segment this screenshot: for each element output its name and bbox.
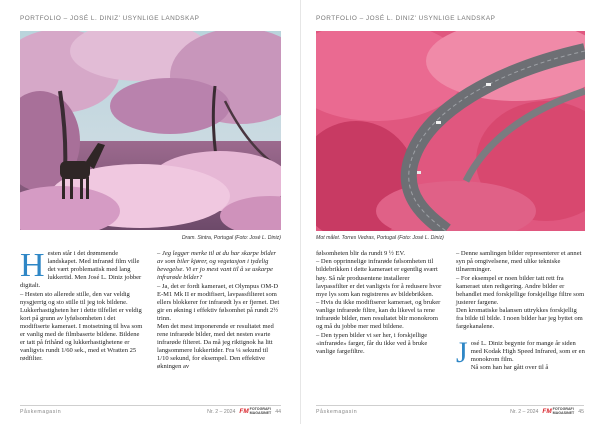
article-column-1	[316, 250, 442, 356]
footer-section: Påskemagasin	[316, 409, 358, 415]
page-number: 44	[275, 408, 281, 415]
body-paragraph: – Hesten sto allerede stille, den var veldig nysgjerrig og sto stille til jeg tok bildene. Lukkerhastigheten her i dette tilfellet er veldig kort på grunn av lyfølsomheten i det modifiserte kameraet. I motsetning til hva som er vanlig med de filmbaserte bildene. Bildene er tatt på frihånd og lukkerhastighetene er vanligvis rundt 1/60 sek., med et Wratten 25 rødfilter.	[20, 290, 143, 362]
article-column-2	[456, 250, 585, 373]
running-header: PORTFOLIO – JOSÉ L. DINIZ' USYNLIGE LANDSKAP	[20, 15, 200, 22]
footer-section: Påskemagasin	[20, 409, 62, 415]
photo-road-landscape-image	[316, 31, 585, 231]
body-paragraph: – Ja, det er fordi kameraet, et Olympus OM-D E-M1 Mk II er modifisert, lavpassfilteret som ellers blokkerer for infrarødt lys er fjernet. Det gir en økning i effektiv følsomhet på rundt 2½ trinn.	[157, 282, 280, 322]
photo-caption: Dram. Sintra, Portugal (Foto: José L. Diniz)	[181, 235, 281, 241]
page-footer	[316, 405, 584, 418]
issue-number: Nr. 2 – 2024	[207, 408, 236, 415]
drop-cap: H	[20, 247, 45, 284]
photo-caption: Mot målet. Torres Vedras, Portugal (Foto: José L. Diniz)	[316, 235, 444, 241]
photo-road-landscape	[316, 31, 585, 231]
lead-paragraph: H esten står i det drømmende landskapet. Med infrarød film ville det vært problematisk med lang lukkertid. Men José L. Diniz jobber digitalt.	[20, 247, 142, 290]
footer-info	[207, 408, 281, 415]
footer-info	[510, 408, 584, 415]
body-paragraph: – Den typen bilder vi ser her, i forskjellige «infrarøde» farger, får du ikke ved å bruke vanlige fargefiltre.	[316, 331, 428, 355]
article-column-2	[157, 250, 281, 372]
right-page	[300, 0, 600, 424]
body-paragraph: – Hvis du ikke modifiserer kameraet, og bruker vanlige infrarøde filtre, kan du likevel ta rene infrarøde bilder, men resultatet blir monokrom og må du jobbe mer med bildene.	[316, 299, 441, 331]
photo-horse-landscape-image	[20, 31, 281, 230]
body-paragraph: – Den opprinnelige infrarøde følsomheten til bildebrikken i dette kameraet er egentlig svært høy. Så når produsentene installerer lavpassfilter er det vanligvis for å redusere hvor mye lys som kan registreres av bildebrikken.	[316, 258, 442, 298]
body-paragraph: – Denne samlingen bilder representerer et annet syn på omgivelsene, med ulike tekniske tilnærminger.	[456, 250, 582, 274]
interview-question: – Jeg legger merke til at du har skarpe bilder av som biler kjører, og vegetasjon i tydelig bevegelse. Vi er jo mest vant til å se uskarpe infrarøde bilder?	[157, 250, 277, 282]
magazine-logo: FM FOTOGRAFI MAGASINET	[239, 407, 272, 416]
article-column-1	[20, 247, 144, 363]
body-paragraph: følsomheten blir da rundt 9 ½ EV.	[316, 250, 405, 257]
page-number: 45	[578, 408, 584, 415]
running-header: PORTFOLIO – JOSÉ L. DINIZ' USYNLIGE LANDSKAP	[316, 15, 496, 22]
page-footer	[20, 405, 281, 418]
drop-cap: J	[456, 335, 468, 369]
body-paragraph: Nå som han har gått over til å	[470, 364, 549, 372]
body-paragraph: – For eksempel er noen bilder tatt rett fra kameraet uten redigering. Andre bilder er behandlet med forskjellige forskjellige filtre som justerer fargene.	[456, 274, 585, 306]
magazine-logo: FM FOTOGRAFI MAGASINET	[542, 407, 575, 416]
photo-horse-landscape	[20, 31, 281, 230]
body-paragraph: Men det mest imponerende er resultatet med rene infrarøde bilder, med det nesten svarte infrarøde filteret. Da må jeg riktignok ha litt langsommere lukkertider. Fra ¼ sekund til 1/10 sekund, for eksempel. Den effektive økningen av	[157, 323, 274, 371]
body-paragraph: Den kromatiske balansen uttrykkes forskjellig fra bilde til bilde. I noen bilder har jeg byttet om fargekanalene.	[456, 307, 583, 331]
section-paragraph: J osé L. Diniz begynte for mange år siden med Kodak High Speed Infrared, som er en monokrom film.	[456, 335, 585, 369]
issue-number: Nr. 2 – 2024	[510, 408, 539, 415]
